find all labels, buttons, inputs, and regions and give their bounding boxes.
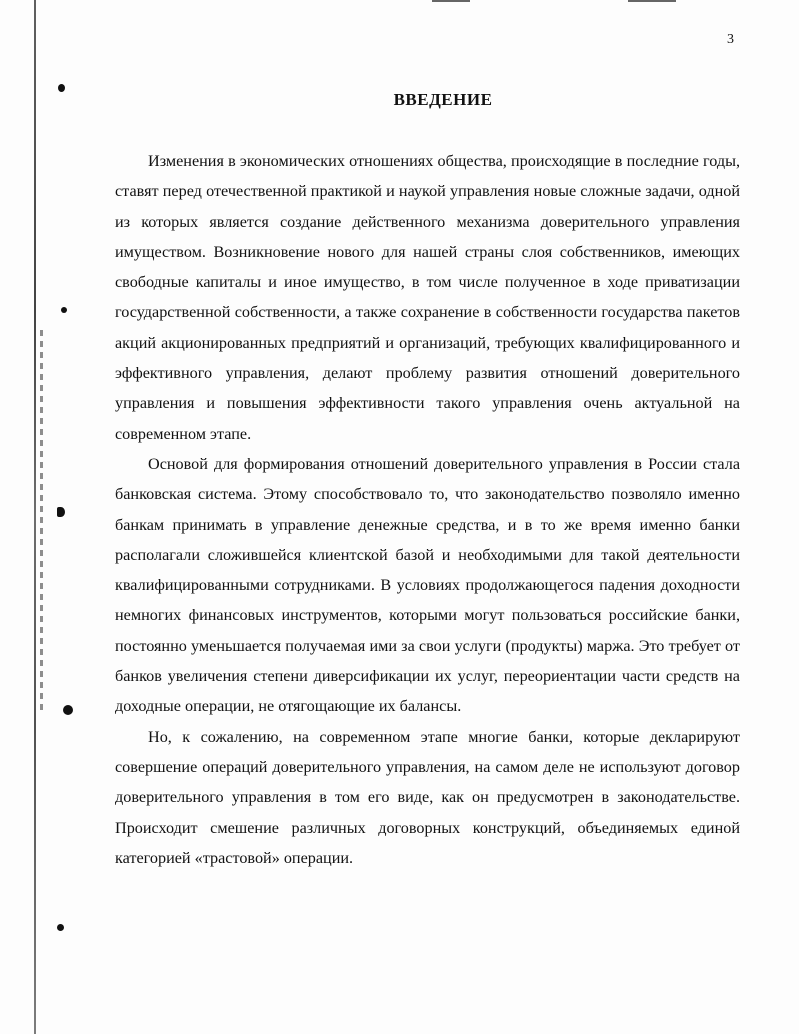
scan-edge-line: [34, 0, 36, 1034]
scan-top-mark: [432, 0, 470, 2]
page-title: ВВЕДЕНИЕ: [393, 90, 493, 109]
page-number: 3: [727, 32, 734, 47]
scan-speck: [61, 307, 67, 313]
scan-speck: [57, 507, 65, 517]
scan-speck: [63, 705, 73, 715]
scan-speck: [57, 924, 64, 931]
body-text: [115, 146, 740, 873]
paragraph: Основой для формирования отношений доверительного управления в России стала банковская система. Этому способствовало то, что законодательство позволяло именно банкам принимать в управление денежные средства, и в то же время именно банки располагали сложившейся клиентской базой и необходимыми для такой деятельности квалифицированными сотрудниками. В условиях продолжающегося падения доходности немногих финансовых инструментов, которыми могут пользоваться российские банки, постоянно уменьшается получаемая ими за свои услуги (продукты) маржа. Это требует от банков увеличения степени диверсификации их услуг, переориентации части средств на доходные операции, не отягощающие их балансы.: [115, 454, 740, 716]
scan-top-mark: [628, 0, 676, 2]
scan-binding-marks: [40, 330, 43, 710]
paragraph: Изменения в экономических отношениях общества, происходящие в последние годы, ставят перед отечественной практикой и наукой управления новые сложные задачи, одной из которых является создание действенного механизма доверительного управления имуществом. Возникновение нового для нашей страны слоя собственников, имеющих свободные капиталы и иное имущество, в том числе полученное в ходе приватизации государственной собственности, а также сохранение в собственности государства пакетов акций акционированных предприятий и организаций, требующих квалифицированного и эффективного управления, делают проблему развития отношений доверительного управления и повышения эффективности такого управления очень актуальной на современном этапе.: [115, 152, 740, 443]
paragraph: Но, к сожалению, на современном этапе многие банки, которые декларируют совершение операций доверительного управления, на самом деле не используют договор доверительного управления в том его виде, как он предусмотрен в законодательстве. Происходит смешение различных договорных конструкций, объединяемых единой категорией «трастовой» операции.: [115, 727, 740, 867]
